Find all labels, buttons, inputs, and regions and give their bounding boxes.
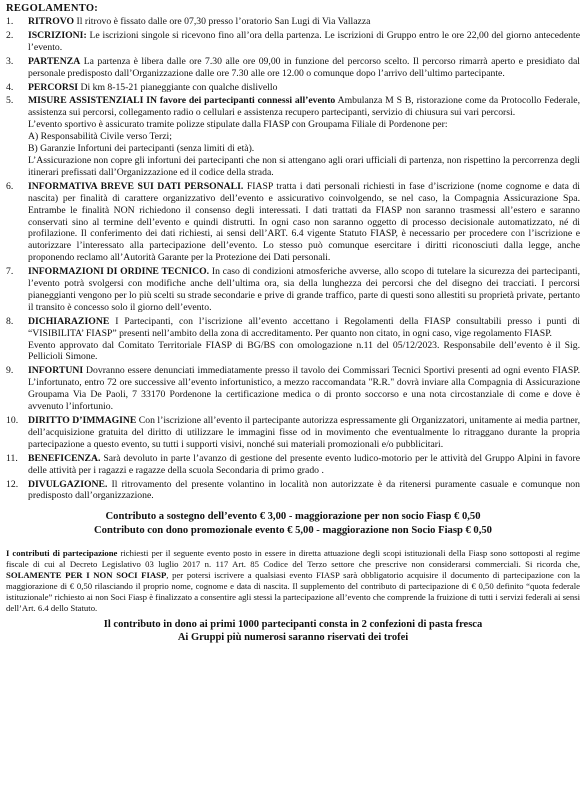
rule-number: 3. xyxy=(6,55,14,67)
rule-text: Il ritrovo è fissato dalle ore 07,30 presso l’oratorio San Lugi di Via Vallazza xyxy=(74,16,371,27)
rule-text: Il ritrovamento del presente volantino in località non autorizzate è da ritenersi puramente casuale e comunque non predisposto dall’organizzazione. xyxy=(28,478,580,502)
final-line: Il contributo in dono ai primi 1000 partecipanti consta in 2 confezioni di pasta fresca xyxy=(103,618,483,630)
rule-number: 9. xyxy=(6,365,14,377)
rule-item xyxy=(6,30,580,54)
rule-text: La partenza è libera dalle ore 7.30 alle ore 09,00 in funzione del percorso scelto. Il percorso rimarrà aperto e presidiato dal personale predisposto dall’Organizzazione dalle ore 7.30 alle ore 12.00 o comunque dopo l’arrivo dell’ultimo partecipante. xyxy=(28,55,580,79)
rule-item xyxy=(6,56,580,80)
rule-heading: INFORMAZIONI DI ORDINE TECNICO. xyxy=(28,266,210,278)
rule-text: Dovranno essere denunciati immediatamente presso il tavolo dei Commissari Tecnici Sportivi presenti ad ogni evento FIASP. L’infortunato, entro 72 ore successive all’evento infortunistico, a mezzo raccomandata "R.R." dovrà inviare alla Compagnia di Assicurazione Groupama Via De Paoli, 7 33170 Pordenone la certificazione medica o di pronto soccorso e una nota circostanziale di come e dove è avvenuto l’infortunio. xyxy=(28,365,580,413)
contribution-block xyxy=(6,510,580,538)
rule-number: 1. xyxy=(6,16,14,27)
rule-text: Ambulanza M S B, ristorazione come da Protocollo Federale, assistenza sui percorsi, collegamento radio o cellulari e assistenza recupero partecipanti, servizio di chiusura sui vari percorsi. xyxy=(28,95,580,119)
rule-heading: DIVULGAZIONE. xyxy=(28,478,108,490)
fiscal-note xyxy=(6,548,580,613)
rule-heading: DICHIARAZIONE xyxy=(28,315,110,327)
rule-item xyxy=(6,266,580,314)
rule-number: 12. xyxy=(6,478,19,490)
rule-heading: PERCORSI xyxy=(28,81,79,93)
final-line: Ai Gruppi più numerosi saranno riservati dei trofei xyxy=(177,632,409,644)
rule-text: Di km 8-15-21 pianeggiante con qualche dislivello xyxy=(78,81,278,93)
rule-heading: DIRITTO D’IMMAGINE xyxy=(28,415,137,426)
rule-extra: Evento approvato dal Comitato Territoriale FIASP di BG/BS con omologazione n.11 del 05/12/2023. Responsabile dell’evento è il Sig. Pellicioli Simone. xyxy=(28,339,580,363)
rule-item xyxy=(6,479,580,503)
contribution-line: Contributo a sostegno dell’evento € 3,00 - maggiorazione per non socio Fiasp € 0,50 xyxy=(105,511,481,523)
note-text: richiesti per il seguente evento posto in essere in diretta attuazione degli scopi istituzionali della Fiasp sono sottoposti al regime fiscale di cui al Decreto Legislativo 03 luglio 2017 n. 117 Art. 85 Codice del Terzo settore che prescrive non considerarsi commerciali. Si ricorda che, xyxy=(6,548,580,570)
rule-number: 4. xyxy=(6,81,14,93)
note-lead: I contributi di partecipazione xyxy=(6,548,118,559)
rule-extra: B) Garanzie Infortuni dei partecipanti (senza limiti di età). xyxy=(28,143,255,155)
rule-item xyxy=(6,453,580,477)
rule-extra: L’Assicurazione non copre gli infortuni dei partecipanti che non si attengano agli orari ufficiali di partenza, non rispettino la percorrenza degli itinerari prefissati dall’Organizzazione ed il codice della strada. xyxy=(28,154,580,178)
rule-heading: INFORTUNI xyxy=(28,365,84,377)
rule-heading: ISCRIZIONI: xyxy=(28,29,87,41)
rule-item xyxy=(6,415,580,451)
rule-number: 6. xyxy=(6,180,14,192)
rule-number: 2. xyxy=(6,29,14,41)
rule-text: Sarà devoluto in parte l’avanzo di gestione del presente evento ludico-motorio per le attività del Gruppo Alpini in favore delle attività per i ragazzi e ragazze della scuola Secondaria di primo grado . xyxy=(28,452,580,476)
rule-number: 8. xyxy=(6,315,14,327)
rule-heading: MISURE ASSISTENZIALI IN favore dei partecipanti connessi all’evento xyxy=(28,95,336,107)
rule-text: FIASP tratta i dati personali richiesti in fase d’iscrizione (nome cognome e data di nascita) per finalità di carattere organizzativo dell’evento e assicurativo coinvolgendo, se nel caso, la Compagnia Assicurazione Spa. Entrambe le finalità NON richiedono il consenso degli interessati. I dati trattati da FIASP non saranno trasmessi all’estero e saranno conservati sino al termine dell’evento e quindi distrutti. In ogni caso non saranno oggetto di processo decisionale automatizzato, né di profilazione. Il conferimento dei dati richiesti, ai sensi dell’ART. 6.4 vigente Statuto FIASP, è necessario per procedere con l’iscrizione e autorizzare l’interessato alla partecipazione dell’evento. Lo stesso può comunque esercitare i diritti riconosciuti dalla legge, anche proponendo reclamo all’Autorità Garante per la Protezione dei Dati personali. xyxy=(28,180,580,264)
rule-text: Con l’iscrizione all’evento il partecipante autorizza espressamente gli Organizzatori, unitamente ai media partner, dell’acquisizione gratuita del diritto di utilizzare le immagini fisse od in movimento che eventualmente lo ritraggano durante la propria partecipazione a questo evento, su tutti i supporti visivi, nonché sui materiali promozionali e/o pubblicitari. xyxy=(28,415,580,450)
rule-item xyxy=(6,95,580,178)
rule-number: 7. xyxy=(6,266,14,278)
final-announcement xyxy=(6,618,580,645)
rule-heading: BENEFICENZA. xyxy=(28,452,101,464)
note-text: , per potersi iscrivere a qualsiasi evento FIASP sarà obbligatorio acquisire il documento di partecipazione con la maggiorazione di € 0,50 rilasciando il proprio nome, cognome e data di nascita. Il supplemento del contributo di partecipazione di € 0,50 definito “quota federale istituzionale” richiesto ai non Soci Fiasp è finalizzato a consentire agli stessi la partecipazione all’evento che comprende la fruizione di tutti i servizi federali ai sensi dell’Art. 6.4 dello Statuto. xyxy=(6,570,580,613)
rule-number: 10. xyxy=(6,415,19,426)
rules-list xyxy=(6,16,580,502)
note-bold: SOLAMENTE PER I NON SOCI FIASP xyxy=(6,570,167,581)
rule-item xyxy=(6,16,580,28)
rule-item xyxy=(6,316,580,364)
contribution-line: Contributo con dono promozionale evento € 5,00 - maggiorazione non Socio Fiasp € 0,50 xyxy=(94,525,492,537)
rule-item xyxy=(6,365,580,413)
rule-heading: PARTENZA xyxy=(28,55,81,67)
document-title: REGOLAMENTO: xyxy=(6,3,99,14)
rule-item xyxy=(6,82,580,94)
regulation-document xyxy=(6,2,580,645)
rule-extra: L’evento sportivo è assicurato tramite polizze stipulate dalla FIASP con Groupama Filiale di Pordenone per: xyxy=(28,119,448,131)
rule-heading: INFORMATIVA BREVE SUI DATI PERSONALI. xyxy=(28,180,244,192)
rule-text: In caso di condizioni atmosferiche avverse, allo scopo di tutelare la sicurezza dei partecipanti, l’evento potrà svolgersi con modifiche anche dell’ultima ora, sia della lunghezza dei percorsi che del disegno dei tracciati. I percorsi pianeggianti vengono per lo più scelti su strade secondarie e prive di grande traffico, parte di questi sono allestiti su proprietà private, pertanto il transito è concesso solo il giorno dell’evento. xyxy=(28,266,580,313)
rule-text: I Partecipanti, con l’iscrizione all’evento accettano i Regolamenti della FIASP consultabili presso i punti di “VISIBILITA’ FIASP” presenti nell’ambito della zona di accreditamento. Per quanto non citato, in ogni caso, vige regolamento FIASP. xyxy=(28,315,580,339)
rule-item xyxy=(6,181,580,264)
rule-extra: A) Responsabilità Civile verso Terzi; xyxy=(28,131,172,143)
rule-text: Le iscrizioni singole si ricevono fino all’ora della partenza. Le iscrizioni di Gruppo entro le ore 22,00 del giorno antecedente l’evento. xyxy=(28,29,580,53)
rule-heading: RITROVO xyxy=(28,16,75,27)
rule-number: 11. xyxy=(6,452,18,464)
rule-number: 5. xyxy=(6,95,14,107)
